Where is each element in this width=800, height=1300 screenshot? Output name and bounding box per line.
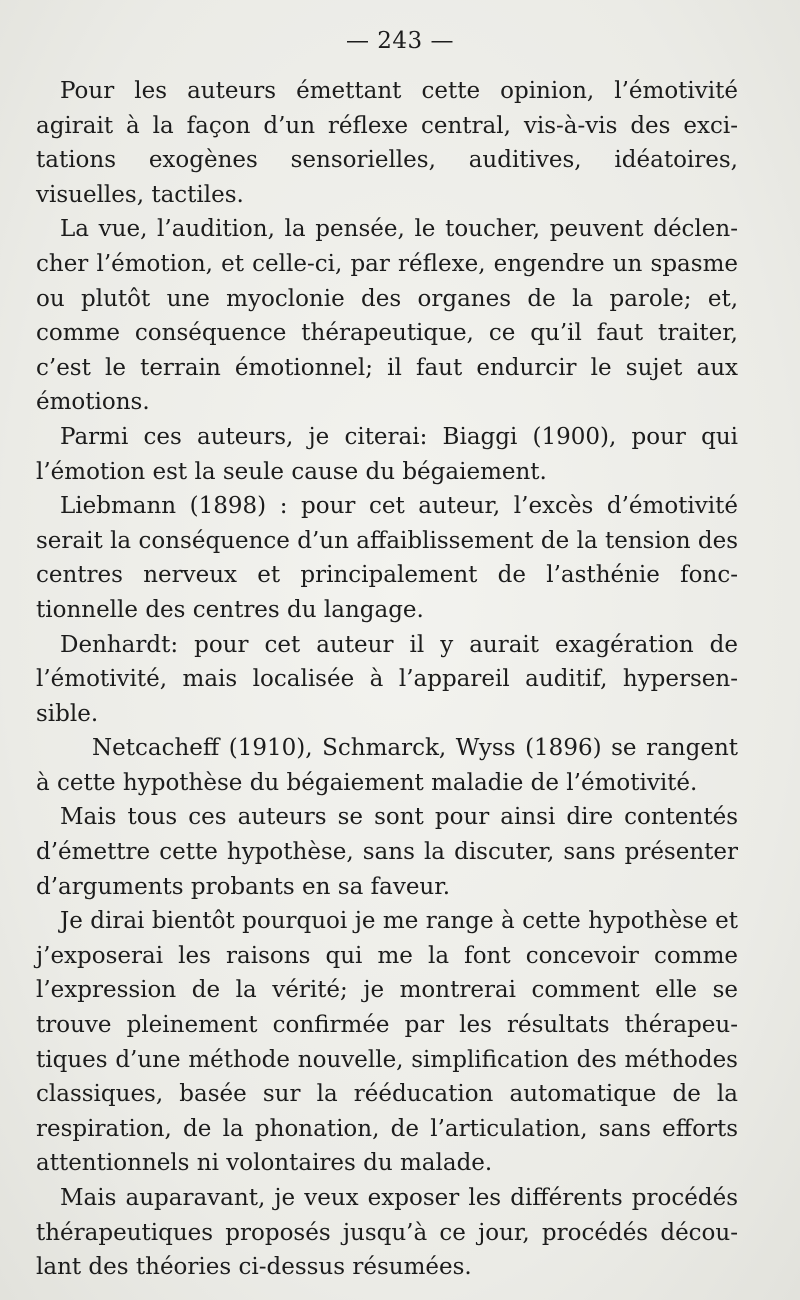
paragraph: Je dirai bientôt pourquoi je me range à cette hypothèse et j’exposerai les raisons qui me la font concevoir comme l’expression de la vérité; je montrerai comment elle se trouve pleinement confirmée par les résultats thérapeutiques d’une méthode nouvelle, simplification des méthodes classiques, basée sur la rééducation automatique de la respiration, de la phonation, de l’articulation, sans efforts attentionnels ni volontaires du malade. — [36, 908, 738, 1177]
paragraph: Denhardt: pour cet auteur il y aurait exagération de l’émotivité, mais localisée à l’appareil auditif, hypersensible. — [36, 631, 738, 727]
page-number: — 243 — — [345, 28, 455, 54]
body-text — [36, 74, 738, 1285]
paragraph: Pour les auteurs émettant cette opinion, l’émotivité agirait à la façon d’un réflexe central, vis-à-vis des excitations exogènes sensorielles, auditives, idéatoires, visuelles, tactiles. — [36, 78, 738, 208]
paragraph: Mais auparavant, je veux exposer les différents procédés thérapeutiques proposés jusqu’à ce jour, procédés découlant des théories ci-dessus résumées. — [36, 1185, 738, 1281]
paragraph: La vue, l’audition, la pensée, le toucher, peuvent déclencher l’émotion, et celle-ci, par réflexe, engendre un spasme ou plutôt une myoclonie des organes de la parole; et, comme conséquence thérapeutique, ce qu’il faut traiter, c’est le terrain émotionnel; il faut endurcir le sujet aux émotions. — [36, 216, 738, 416]
paragraph: Parmi ces auteurs, je citerai: Biaggi (1900), pour qui l’émotion est la seule cause du bégaiement. — [36, 423, 738, 485]
paragraph: Mais tous ces auteurs se sont pour ainsi dire contentés d’émettre cette hypothèse, sans la discuter, sans présenter d’arguments probants en sa faveur. — [36, 804, 738, 900]
paragraph: Liebmann (1898) : pour cet auteur, l’excès d’émotivité serait la conséquence d’un affaiblissement de la tension des centres nerveux et principalement de l’asthénie fonctionnelle des centres du langage. — [36, 493, 738, 623]
paragraph: Netcacheff (1910), Schmarck, Wyss (1896) se rangent à cette hypothèse du bégaiement maladie de l’émotivité. — [36, 735, 738, 796]
